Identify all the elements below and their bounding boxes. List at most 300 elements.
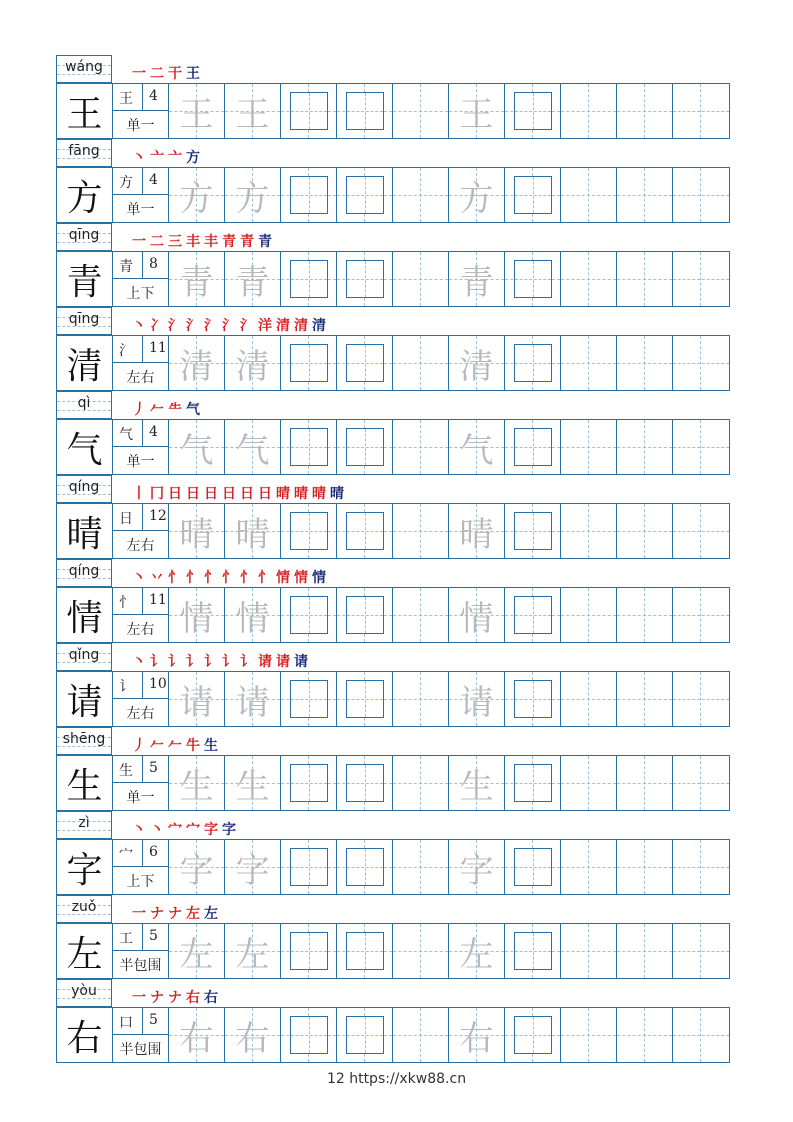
stroke-step: 丶 — [132, 570, 146, 586]
radical: 日 — [119, 511, 133, 527]
practice-cell[interactable] — [281, 588, 337, 642]
inner-square — [290, 512, 328, 550]
practice-cell[interactable] — [617, 924, 673, 978]
stroke-step: 一 — [132, 234, 146, 250]
pinyin-label: qǐng — [68, 647, 100, 663]
stroke-step: 丨 — [132, 486, 146, 502]
stroke-step: 忄 — [168, 570, 182, 586]
practice-cell[interactable] — [673, 84, 729, 138]
inner-square — [290, 680, 328, 718]
inner-square — [346, 512, 384, 550]
practice-cell[interactable] — [169, 1008, 225, 1062]
practice-cell[interactable] — [449, 924, 505, 978]
inner-square — [290, 1016, 328, 1054]
inner-square — [346, 1016, 384, 1054]
stroke-step: 日 — [204, 486, 218, 502]
stroke-step: 王 — [186, 66, 200, 82]
pinyin-box — [56, 139, 112, 167]
pinyin-box — [56, 391, 112, 419]
stroke-step: 𠂉 — [150, 402, 164, 418]
practice-cell[interactable] — [505, 840, 561, 894]
practice-row — [56, 83, 730, 139]
practice-cell[interactable] — [337, 672, 393, 726]
practice-cell[interactable] — [617, 504, 673, 558]
practice-cell[interactable] — [561, 1008, 617, 1062]
practice-row — [56, 419, 730, 475]
practice-cell[interactable] — [673, 336, 729, 390]
stroke-count: 8 — [149, 256, 158, 272]
info-divider — [142, 756, 143, 782]
practice-cell[interactable] — [393, 840, 449, 894]
practice-cell[interactable] — [561, 336, 617, 390]
trace-character: 请 — [235, 682, 270, 723]
trace-character: 方 — [179, 178, 214, 219]
stroke-count: 4 — [149, 424, 158, 440]
stroke-step: 丷 — [150, 570, 164, 586]
stroke-step: 冂 — [150, 486, 164, 502]
stroke-step: 丰 — [186, 234, 200, 250]
character-info — [113, 252, 169, 306]
practice-cell[interactable] — [337, 84, 393, 138]
practice-cell[interactable] — [225, 252, 281, 306]
practice-cell[interactable] — [617, 336, 673, 390]
inner-square — [290, 92, 328, 130]
stroke-step: 氵 — [222, 318, 236, 334]
practice-row — [56, 335, 730, 391]
practice-cell[interactable] — [337, 336, 393, 390]
practice-cell[interactable] — [449, 84, 505, 138]
practice-cell[interactable] — [673, 840, 729, 894]
character-info — [113, 336, 169, 390]
trace-character: 字 — [235, 850, 270, 891]
pinyin-box — [56, 811, 112, 839]
practice-cell[interactable] — [617, 840, 673, 894]
practice-cell[interactable] — [561, 840, 617, 894]
trace-character: 请 — [459, 682, 494, 723]
stroke-step: 洋 — [258, 318, 272, 334]
stroke-step: 右 — [186, 990, 200, 1006]
practice-cell[interactable] — [393, 84, 449, 138]
trace-character: 王 — [235, 94, 270, 135]
practice-cell[interactable] — [169, 252, 225, 306]
practice-cell[interactable] — [505, 420, 561, 474]
pinyin-label: qì — [77, 395, 91, 411]
info-divider — [142, 84, 143, 110]
practice-cell[interactable] — [337, 840, 393, 894]
practice-cell[interactable] — [617, 1008, 673, 1062]
practice-cell[interactable] — [449, 1008, 505, 1062]
practice-cell[interactable] — [225, 924, 281, 978]
trace-character: 晴 — [459, 514, 494, 555]
character-block — [56, 475, 730, 559]
practice-cell[interactable] — [617, 588, 673, 642]
stroke-count: 5 — [149, 1012, 158, 1028]
stroke-step: ナ — [150, 906, 164, 922]
stroke-step: ⺧ — [168, 402, 182, 418]
practice-cell[interactable] — [281, 924, 337, 978]
practice-cell[interactable] — [393, 252, 449, 306]
stroke-step: 氵 — [240, 318, 254, 334]
practice-cell[interactable] — [393, 1008, 449, 1062]
stroke-step: 忄 — [222, 570, 236, 586]
practice-cell[interactable] — [449, 756, 505, 810]
practice-row — [56, 587, 730, 643]
practice-cell[interactable] — [505, 168, 561, 222]
character-block — [56, 391, 730, 475]
trace-character: 左 — [459, 934, 494, 975]
practice-cell[interactable] — [225, 168, 281, 222]
practice-cell[interactable] — [505, 84, 561, 138]
practice-cell[interactable] — [169, 504, 225, 558]
practice-cell[interactable] — [281, 252, 337, 306]
practice-cell[interactable] — [505, 1008, 561, 1062]
info-divider — [113, 110, 168, 111]
practice-cell[interactable] — [393, 588, 449, 642]
trace-character: 青 — [179, 262, 214, 303]
stroke-step: 生 — [204, 738, 218, 754]
model-character: 生 — [57, 756, 113, 810]
structure: 单一 — [126, 202, 155, 218]
practice-cell[interactable] — [617, 252, 673, 306]
practice-cell[interactable] — [617, 168, 673, 222]
practice-cell[interactable] — [561, 672, 617, 726]
practice-cell[interactable] — [337, 420, 393, 474]
practice-cell[interactable] — [561, 84, 617, 138]
pinyin-label: shēng — [62, 731, 106, 747]
practice-cell[interactable] — [449, 252, 505, 306]
info-divider — [142, 672, 143, 698]
practice-cell[interactable] — [281, 756, 337, 810]
practice-cell[interactable] — [281, 84, 337, 138]
practice-cell[interactable] — [505, 672, 561, 726]
practice-cell[interactable] — [673, 756, 729, 810]
stroke-count: 4 — [149, 172, 158, 188]
stroke-step: 氵 — [168, 318, 182, 334]
structure: 左右 — [126, 706, 155, 722]
pinyin-box — [56, 643, 112, 671]
practice-cell[interactable] — [449, 588, 505, 642]
trace-character: 情 — [459, 598, 494, 639]
stroke-step: 青 — [222, 234, 236, 250]
stroke-step: 左 — [204, 906, 218, 922]
stroke-step: 晴 — [276, 486, 290, 502]
practice-row — [56, 1007, 730, 1063]
character-block — [56, 55, 730, 139]
stroke-step: 讠 — [204, 654, 218, 670]
stroke-count: 11 — [149, 592, 167, 608]
structure: 半包围 — [119, 958, 162, 974]
practice-cell[interactable] — [673, 588, 729, 642]
practice-cell[interactable] — [393, 924, 449, 978]
model-character: 字 — [57, 840, 113, 894]
practice-cell[interactable] — [169, 336, 225, 390]
stroke-step: 二 — [150, 66, 164, 82]
practice-cell[interactable] — [393, 672, 449, 726]
stroke-order — [132, 817, 236, 839]
stroke-step: 晴 — [312, 486, 326, 502]
character-info — [113, 504, 169, 558]
stroke-count: 6 — [149, 844, 158, 860]
practice-row — [56, 167, 730, 223]
info-divider — [142, 840, 143, 866]
character-info — [113, 840, 169, 894]
practice-cell[interactable] — [337, 588, 393, 642]
practice-cell[interactable] — [561, 756, 617, 810]
trace-character: 右 — [235, 1018, 270, 1059]
radical: 青 — [119, 259, 133, 275]
model-character: 方 — [57, 168, 113, 222]
pinyin-label: wáng — [65, 59, 103, 75]
stroke-step: 氵 — [204, 318, 218, 334]
stroke-step: 丶 — [132, 318, 146, 334]
inner-square — [514, 932, 552, 970]
practice-cell[interactable] — [449, 168, 505, 222]
practice-cell[interactable] — [225, 420, 281, 474]
practice-cell[interactable] — [449, 840, 505, 894]
practice-cell[interactable] — [225, 588, 281, 642]
structure: 左右 — [126, 370, 155, 386]
inner-square — [346, 764, 384, 802]
inner-square — [346, 176, 384, 214]
practice-cell[interactable] — [225, 504, 281, 558]
practice-cell[interactable] — [393, 420, 449, 474]
practice-cell[interactable] — [617, 756, 673, 810]
character-block — [56, 643, 730, 727]
info-divider — [113, 194, 168, 195]
practice-cell[interactable] — [169, 168, 225, 222]
practice-cell[interactable] — [449, 504, 505, 558]
radical: 忄 — [119, 595, 133, 611]
practice-cell[interactable] — [337, 756, 393, 810]
info-divider — [142, 588, 143, 614]
stroke-order — [132, 733, 218, 755]
practice-cell[interactable] — [505, 252, 561, 306]
trace-character: 字 — [179, 850, 214, 891]
pinyin-box — [56, 475, 112, 503]
practice-cell[interactable] — [225, 336, 281, 390]
inner-square — [514, 764, 552, 802]
pinyin-box — [56, 223, 112, 251]
trace-character: 王 — [459, 94, 494, 135]
stroke-order — [132, 313, 326, 335]
practice-cell[interactable] — [169, 420, 225, 474]
practice-cell[interactable] — [337, 1008, 393, 1062]
practice-cell[interactable] — [617, 420, 673, 474]
model-character: 王 — [57, 84, 113, 138]
info-divider — [113, 782, 168, 783]
practice-cell[interactable] — [225, 84, 281, 138]
structure: 单一 — [126, 118, 155, 134]
practice-cell[interactable] — [169, 756, 225, 810]
stroke-step: 清 — [294, 318, 308, 334]
structure: 上下 — [126, 874, 155, 890]
practice-cell[interactable] — [169, 924, 225, 978]
radical: 讠 — [119, 679, 133, 695]
stroke-step: 情 — [276, 570, 290, 586]
practice-cell[interactable] — [281, 840, 337, 894]
stroke-step: 亠 — [168, 150, 182, 166]
practice-cell[interactable] — [225, 1008, 281, 1062]
stroke-step: 清 — [276, 318, 290, 334]
practice-cell[interactable] — [281, 168, 337, 222]
practice-cell[interactable] — [449, 336, 505, 390]
stroke-step: 情 — [312, 570, 326, 586]
practice-cell[interactable] — [281, 504, 337, 558]
stroke-order — [132, 229, 272, 251]
practice-cell[interactable] — [337, 252, 393, 306]
pinyin-label: yòu — [71, 983, 97, 999]
practice-cell[interactable] — [393, 504, 449, 558]
info-divider — [142, 1008, 143, 1034]
stroke-step: 氵 — [186, 318, 200, 334]
practice-cell[interactable] — [617, 672, 673, 726]
stroke-step: 丿 — [132, 402, 146, 418]
practice-cell[interactable] — [337, 924, 393, 978]
pinyin-box — [56, 307, 112, 335]
character-block — [56, 811, 730, 895]
trace-character: 生 — [179, 766, 214, 807]
practice-cell[interactable] — [449, 420, 505, 474]
stroke-count: 5 — [149, 928, 158, 944]
practice-cell[interactable] — [673, 672, 729, 726]
practice-cell[interactable] — [561, 504, 617, 558]
inner-square — [346, 428, 384, 466]
stroke-step: 丰 — [204, 234, 218, 250]
practice-cell[interactable] — [673, 504, 729, 558]
practice-cell[interactable] — [505, 588, 561, 642]
practice-cell[interactable] — [673, 252, 729, 306]
stroke-step: 三 — [168, 234, 182, 250]
stroke-step: 日 — [258, 486, 272, 502]
practice-cell[interactable] — [337, 168, 393, 222]
trace-character: 气 — [459, 430, 494, 471]
practice-cell[interactable] — [673, 1008, 729, 1062]
radical: 生 — [119, 763, 133, 779]
practice-cell[interactable] — [505, 756, 561, 810]
info-divider — [142, 420, 143, 446]
inner-square — [514, 680, 552, 718]
pinyin-label: qīng — [68, 227, 100, 243]
practice-cell[interactable] — [393, 756, 449, 810]
practice-cell[interactable] — [449, 672, 505, 726]
inner-square — [514, 848, 552, 886]
practice-row — [56, 671, 730, 727]
inner-square — [514, 1016, 552, 1054]
practice-row — [56, 251, 730, 307]
info-divider — [113, 446, 168, 447]
practice-cell[interactable] — [505, 924, 561, 978]
model-character: 请 — [57, 672, 113, 726]
character-block — [56, 895, 730, 979]
practice-cell[interactable] — [505, 336, 561, 390]
structure: 半包围 — [119, 1042, 162, 1058]
practice-cell[interactable] — [393, 336, 449, 390]
info-divider — [113, 698, 168, 699]
stroke-step: 讠 — [150, 654, 164, 670]
trace-character: 生 — [459, 766, 494, 807]
stroke-step: 一 — [132, 906, 146, 922]
stroke-step: 晴 — [330, 486, 344, 502]
practice-cell[interactable] — [673, 168, 729, 222]
inner-square — [290, 260, 328, 298]
structure: 单一 — [126, 790, 155, 806]
practice-cell[interactable] — [281, 420, 337, 474]
character-block — [56, 139, 730, 223]
model-character: 左 — [57, 924, 113, 978]
practice-cell[interactable] — [225, 672, 281, 726]
radical: 氵 — [119, 343, 133, 359]
stroke-step: 青 — [258, 234, 272, 250]
stroke-step: 一 — [132, 990, 146, 1006]
info-divider — [113, 614, 168, 615]
practice-cell[interactable] — [169, 84, 225, 138]
stroke-count: 10 — [149, 676, 167, 692]
practice-cell[interactable] — [281, 672, 337, 726]
practice-cell[interactable] — [561, 924, 617, 978]
stroke-step: 丶 — [132, 654, 146, 670]
stroke-step: 牛 — [186, 738, 200, 754]
stroke-step: 忄 — [186, 570, 200, 586]
inner-square — [346, 596, 384, 634]
practice-cell[interactable] — [169, 672, 225, 726]
practice-cell[interactable] — [561, 420, 617, 474]
trace-character: 左 — [235, 934, 270, 975]
inner-square — [346, 932, 384, 970]
pinyin-box — [56, 559, 112, 587]
stroke-order — [132, 481, 344, 503]
trace-character: 王 — [179, 94, 214, 135]
practice-cell[interactable] — [505, 504, 561, 558]
character-info — [113, 588, 169, 642]
practice-cell[interactable] — [169, 588, 225, 642]
inner-square — [514, 596, 552, 634]
pinyin-box — [56, 727, 112, 755]
practice-cell[interactable] — [281, 336, 337, 390]
practice-sheet — [56, 55, 730, 1063]
practice-row — [56, 755, 730, 811]
inner-square — [514, 176, 552, 214]
inner-square — [290, 596, 328, 634]
stroke-step: 丶 — [150, 822, 164, 838]
practice-cell[interactable] — [561, 252, 617, 306]
practice-cell[interactable] — [617, 84, 673, 138]
practice-cell[interactable] — [225, 840, 281, 894]
trace-character: 字 — [459, 850, 494, 891]
practice-cell[interactable] — [673, 924, 729, 978]
practice-cell[interactable] — [393, 168, 449, 222]
practice-cell[interactable] — [561, 168, 617, 222]
stroke-step: 清 — [312, 318, 326, 334]
trace-character: 青 — [235, 262, 270, 303]
practice-cell[interactable] — [225, 756, 281, 810]
practice-cell[interactable] — [169, 840, 225, 894]
stroke-order — [132, 397, 200, 419]
trace-character: 清 — [459, 346, 494, 387]
pinyin-box — [56, 55, 112, 83]
practice-row — [56, 503, 730, 559]
trace-character: 右 — [179, 1018, 214, 1059]
stroke-step: 𠂉 — [150, 738, 164, 754]
practice-cell[interactable] — [673, 420, 729, 474]
practice-cell[interactable] — [561, 588, 617, 642]
practice-row — [56, 923, 730, 979]
inner-square — [290, 848, 328, 886]
practice-cell[interactable] — [337, 504, 393, 558]
structure: 上下 — [126, 286, 155, 302]
stroke-order — [132, 901, 218, 923]
radical: 口 — [119, 1015, 133, 1031]
practice-cell[interactable] — [281, 1008, 337, 1062]
